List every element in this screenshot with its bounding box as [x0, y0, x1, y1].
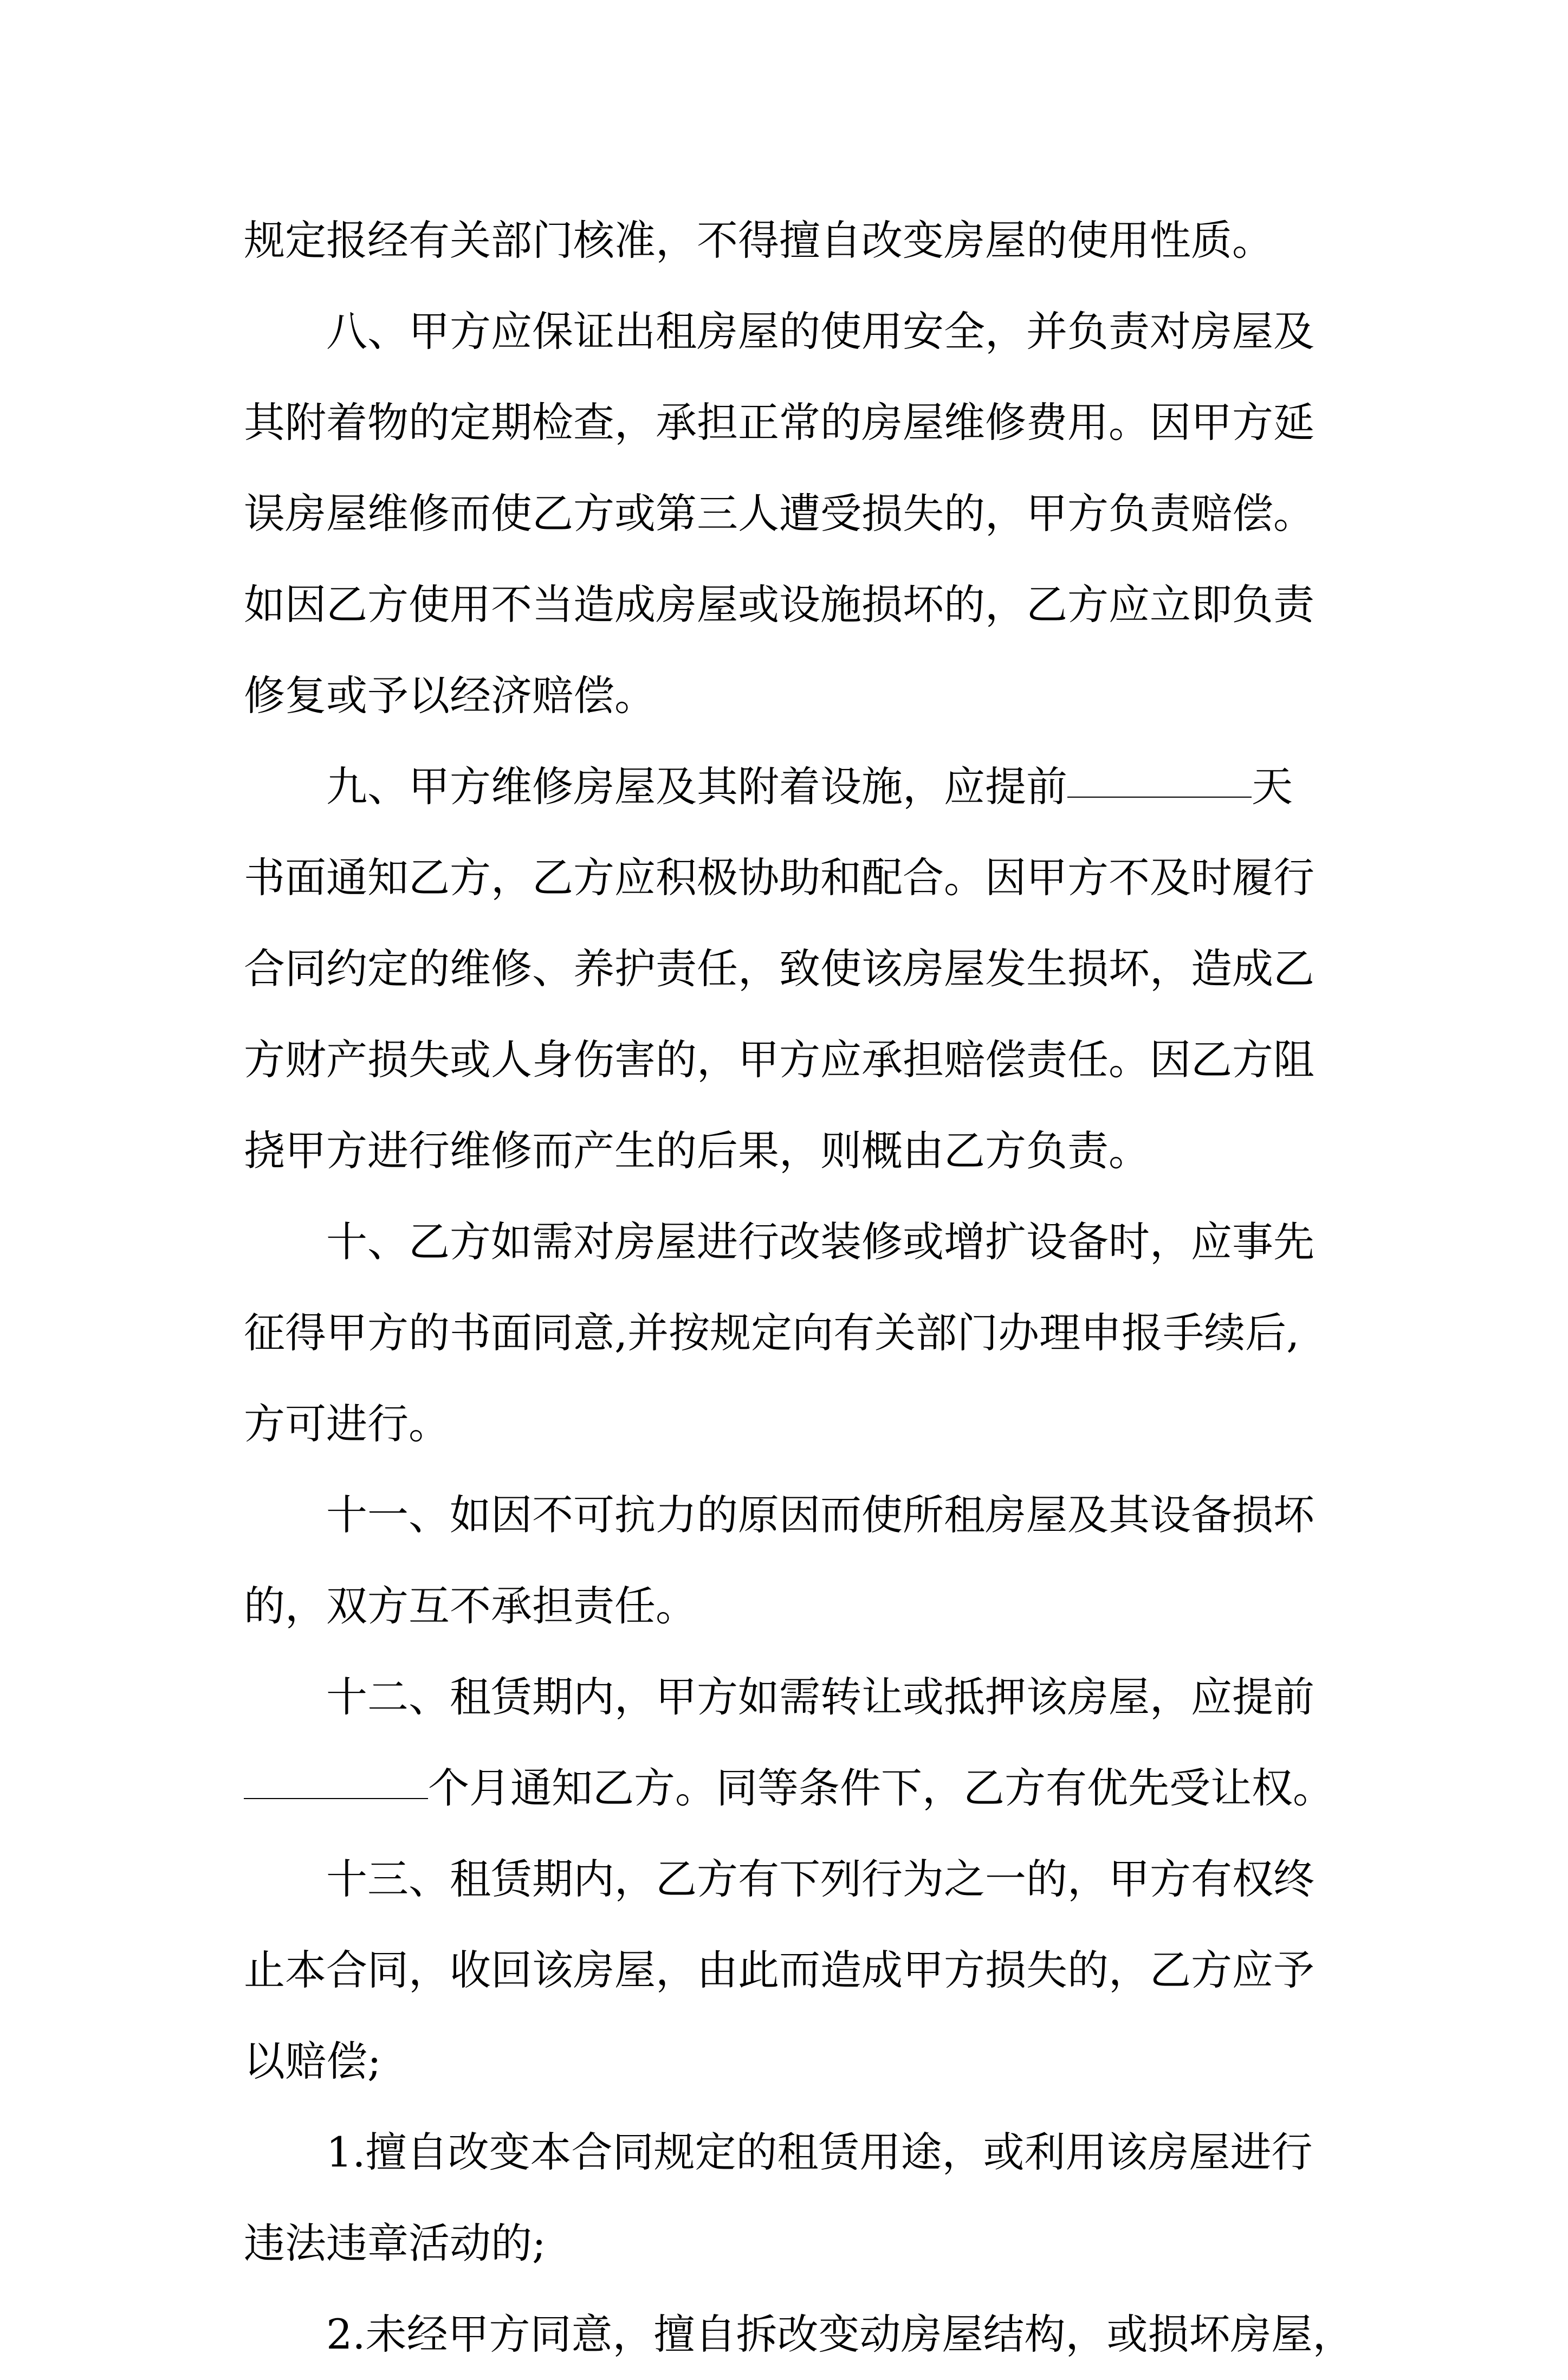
text-line: 的，双方互不承担责任。 — [244, 1582, 697, 1630]
item-2-line: 2.未经甲方同意，擅自拆改变动房屋结构，或损坏房屋， — [326, 2310, 1354, 2358]
text-line: 书面通知乙方，乙方应积极协助和配合。因甲方不及时履行 — [244, 853, 1314, 902]
text-line: 征得甲方的书面同意,并按规定向有关部门办理申报手续后, — [244, 1309, 1300, 1357]
text-line: 其附着物的定期检查，承担正常的房屋维修费用。因甲方延 — [244, 398, 1314, 447]
clause-13-line: 十三、租赁期内，乙方有下列行为之一的，甲方有权终 — [326, 1855, 1314, 1903]
clause-10-line: 十、乙方如需对房屋进行改装修或增扩设备时，应事先 — [326, 1218, 1314, 1266]
clause-8-line: 八、甲方应保证出租房屋的使用安全，并负责对房屋及 — [326, 307, 1314, 355]
text-line: 方可进行。 — [244, 1400, 450, 1448]
text-line: 合同约定的维修、养护责任，致使该房屋发生损坏，造成乙 — [244, 945, 1314, 993]
text-line: 规定报经有关部门核准，不得擅自改变房屋的使用性质。 — [244, 216, 1273, 264]
text-line: 误房屋维修而使乙方或第三人遭受损失的，甲方负责赔偿。 — [244, 489, 1314, 538]
text-line: 以赔偿; — [244, 2037, 381, 2085]
clause-9-unit: 天 — [1252, 762, 1293, 811]
fill-in-blank-months[interactable] — [244, 1797, 428, 1799]
text-line: 挠甲方进行维修而产生的后果，则概由乙方负责。 — [244, 1127, 1150, 1175]
clause-12-text: 个月通知乙方。同等条件下，乙方有优先受让权。 — [428, 1764, 1334, 1812]
clause-11-line: 十一、如因不可抗力的原因而使所租房屋及其设备损坏 — [326, 1491, 1314, 1539]
fill-in-blank-days[interactable] — [1067, 796, 1252, 798]
clause-12-continued-line — [244, 1743, 1338, 1834]
text-line: 修复或予以经济赔偿。 — [244, 671, 656, 720]
clause-9-line — [244, 741, 1338, 832]
clause-9-text: 九、甲方维修房屋及其附着设施，应提前 — [326, 762, 1067, 811]
text-line: 如因乙方使用不当造成房屋或设施损坏的，乙方应立即负责 — [244, 580, 1314, 629]
clause-12-line: 十二、租赁期内，甲方如需转让或抵押该房屋，应提前 — [326, 1673, 1314, 1721]
item-1-line: 1.擅自改变本合同规定的租赁用途，或利用该房屋进行 — [326, 2128, 1313, 2176]
document-body — [244, 195, 1354, 2380]
text-line: 违法违章活动的; — [244, 2219, 546, 2267]
text-line: 方财产损失或人身伤害的，甲方应承担赔偿责任。因乙方阻 — [244, 1036, 1314, 1084]
text-line: 止本合同，收回该房屋，由此而造成甲方损失的，乙方应予 — [244, 1946, 1314, 1994]
